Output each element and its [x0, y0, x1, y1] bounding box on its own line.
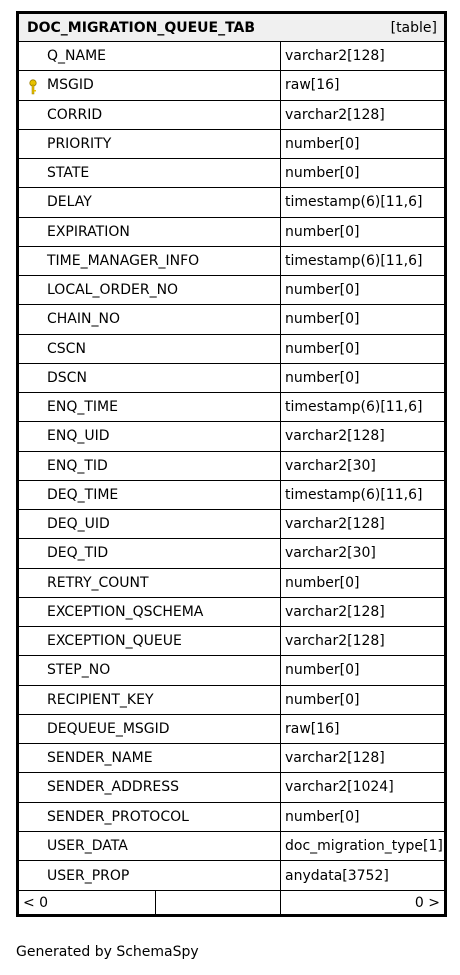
primary-key-icon: [28, 79, 38, 95]
table-header[interactable]: [19, 14, 444, 42]
column-type: timestamp(6)[11,6]: [285, 399, 423, 416]
table-row[interactable]: [19, 218, 444, 247]
footer-spacer: [156, 891, 281, 914]
table-row[interactable]: [19, 130, 444, 159]
column-name-label: DELAY: [47, 194, 92, 211]
column-type: raw[16]: [285, 720, 340, 737]
column-name: [19, 598, 281, 626]
column-name-label: ENQ_UID: [47, 428, 110, 445]
column-name-label: CHAIN_NO: [47, 311, 120, 328]
column-name-label: DEQ_TID: [47, 545, 109, 562]
column-name: [19, 656, 281, 684]
column-name: [19, 101, 281, 129]
column-name-label: USER_PROP: [47, 867, 130, 884]
column-name: [19, 803, 281, 831]
column-name: [19, 686, 281, 714]
column-type: varchar2[128]: [285, 48, 385, 65]
column-type: number[0]: [285, 165, 360, 182]
table-row[interactable]: [19, 393, 444, 422]
table-row[interactable]: [19, 656, 444, 685]
table-kind: [table]: [390, 19, 437, 36]
column-name: [19, 832, 281, 860]
column-name-label: SENDER_PROTOCOL: [47, 808, 189, 825]
column-name-label: LOCAL_ORDER_NO: [47, 282, 179, 299]
column-type: varchar2[128]: [285, 603, 385, 620]
column-name-label: EXCEPTION_QUEUE: [47, 633, 182, 650]
table-row[interactable]: [19, 861, 444, 890]
table-row[interactable]: [19, 832, 444, 861]
column-name-label: CORRID: [47, 106, 103, 123]
column-type: doc_migration_type[1]: [285, 837, 443, 854]
column-name-label: STEP_NO: [47, 662, 111, 679]
column-name: [19, 422, 281, 450]
column-name: [19, 364, 281, 392]
column-name: [19, 715, 281, 743]
table-box[interactable]: [16, 11, 447, 917]
column-name-label: STATE: [47, 165, 90, 182]
column-list: [19, 42, 444, 890]
column-name-label: Q_NAME: [47, 48, 106, 65]
column-type: raw[16]: [285, 77, 340, 94]
column-type: number[0]: [285, 311, 360, 328]
column-type: varchar2[30]: [285, 545, 376, 562]
column-name: [19, 71, 281, 99]
column-name-label: RETRY_COUNT: [47, 574, 149, 591]
table-row[interactable]: [19, 305, 444, 334]
column-name: [19, 452, 281, 480]
table-row[interactable]: [19, 539, 444, 568]
column-name: [19, 188, 281, 216]
table-row[interactable]: [19, 42, 444, 71]
column-name: [19, 510, 281, 538]
generator-credit: Generated by SchemaSpy: [16, 944, 199, 960]
column-name-label: TIME_MANAGER_INFO: [47, 252, 200, 269]
table-row[interactable]: [19, 715, 444, 744]
column-name: [19, 276, 281, 304]
table-name[interactable]: DOC_MIGRATION_QUEUE_TAB: [27, 19, 256, 36]
column-type: varchar2[128]: [285, 750, 385, 767]
table-row[interactable]: [19, 159, 444, 188]
table-row[interactable]: [19, 803, 444, 832]
table-row[interactable]: [19, 247, 444, 276]
column-type: timestamp(6)[11,6]: [285, 486, 423, 503]
column-name: [19, 305, 281, 333]
column-type: number[0]: [285, 574, 360, 591]
column-type: number[0]: [285, 808, 360, 825]
table-row[interactable]: [19, 627, 444, 656]
table-row[interactable]: [19, 188, 444, 217]
column-type: number[0]: [285, 340, 360, 357]
column-type: number[0]: [285, 691, 360, 708]
table-row[interactable]: [19, 276, 444, 305]
column-name-label: DEQ_TIME: [47, 486, 119, 503]
table-row[interactable]: [19, 773, 444, 802]
table-row[interactable]: [19, 598, 444, 627]
table-footer: [19, 890, 444, 914]
column-name: [19, 130, 281, 158]
column-name: [19, 159, 281, 187]
column-name: [19, 393, 281, 421]
column-name-label: ENQ_TID: [47, 457, 108, 474]
table-row[interactable]: [19, 452, 444, 481]
column-type: number[0]: [285, 662, 360, 679]
column-type: varchar2[128]: [285, 516, 385, 533]
column-name-label: SENDER_ADDRESS: [47, 779, 180, 796]
column-type: varchar2[30]: [285, 457, 376, 474]
column-type: number[0]: [285, 135, 360, 152]
column-name: [19, 627, 281, 655]
column-name-label: DEQ_UID: [47, 516, 110, 533]
column-name: [19, 335, 281, 363]
children-count[interactable]: 0 >: [414, 894, 440, 911]
column-name-label: SENDER_NAME: [47, 750, 153, 767]
table-row[interactable]: [19, 510, 444, 539]
parents-count[interactable]: < 0: [19, 891, 156, 914]
column-name: [19, 773, 281, 801]
column-type: varchar2[128]: [285, 106, 385, 123]
table-row[interactable]: [19, 744, 444, 773]
column-name: [19, 42, 281, 70]
column-name-label: DSCN: [47, 369, 87, 386]
column-name-label: EXPIRATION: [47, 223, 130, 240]
table-row[interactable]: [19, 71, 444, 100]
table-row[interactable]: [19, 335, 444, 364]
column-name: [19, 569, 281, 597]
column-name: [19, 861, 281, 890]
table-row[interactable]: [19, 101, 444, 130]
column-name-label: ENQ_TIME: [47, 399, 118, 416]
column-name-label: DEQUEUE_MSGID: [47, 720, 170, 737]
column-name-label: CSCN: [47, 340, 86, 357]
table-row[interactable]: [19, 422, 444, 451]
column-type: varchar2[128]: [285, 633, 385, 650]
column-type: timestamp(6)[11,6]: [285, 194, 423, 211]
column-name: [19, 247, 281, 275]
column-name-label: EXCEPTION_QSCHEMA: [47, 603, 204, 620]
column-name: [19, 218, 281, 246]
column-type: varchar2[128]: [285, 428, 385, 445]
column-type: varchar2[1024]: [285, 779, 394, 796]
column-type: number[0]: [285, 282, 360, 299]
column-name-label: PRIORITY: [47, 135, 112, 152]
column-name-label: RECIPIENT_KEY: [47, 691, 154, 708]
column-name-label: USER_DATA: [47, 837, 128, 854]
column-name: [19, 481, 281, 509]
column-type: timestamp(6)[11,6]: [285, 252, 423, 269]
table-row[interactable]: [19, 569, 444, 598]
column-type: number[0]: [285, 223, 360, 240]
column-name: [19, 539, 281, 567]
column-name-label: MSGID: [47, 77, 94, 94]
table-row[interactable]: [19, 686, 444, 715]
column-name: [19, 744, 281, 772]
table-row[interactable]: [19, 481, 444, 510]
column-type: anydata[3752]: [285, 867, 389, 884]
column-type: number[0]: [285, 369, 360, 386]
table-row[interactable]: [19, 364, 444, 393]
